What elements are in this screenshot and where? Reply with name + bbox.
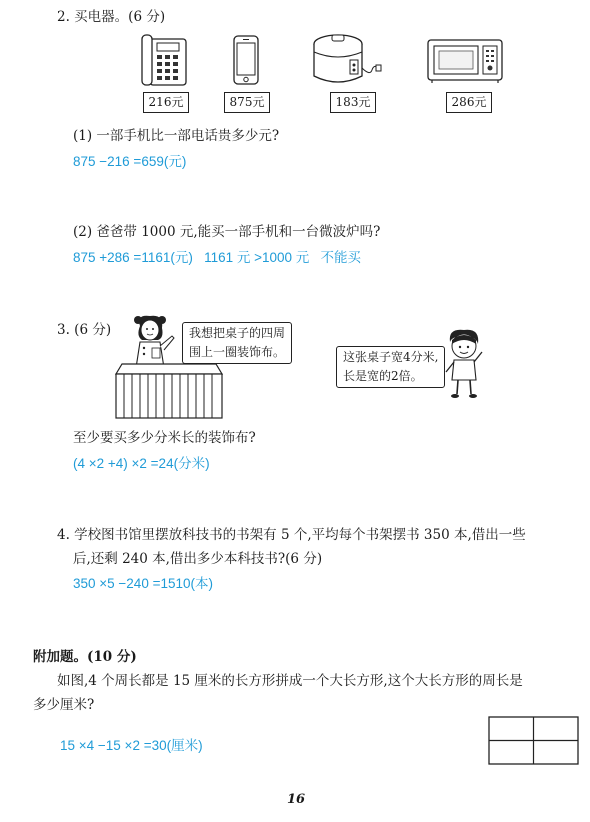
q4-text-line2: 后,还剩 240 本,借出多少本科技书?(6 分) [73,551,323,567]
bubble-right-line2: 长是宽的2倍。 [343,369,423,383]
q3-answer: (4 ×2 +4) ×2 =24(分米) [73,456,210,471]
rice-cooker-icon [310,30,385,88]
price-tag-rice-cooker: 183元 [330,92,376,113]
rectangle-diagram [488,716,580,766]
q3-title: 3. (6 分) [57,322,112,338]
price-tag-mobile-phone: 875元 [224,92,270,113]
q2-sub1-answer: 875 −216 =659(元) [73,154,187,169]
mobile-phone-icon [232,35,262,87]
speech-bubble-left [182,322,292,364]
boy-illustration [440,326,488,402]
q3-question: 至少要买多少分米长的装饰布? [73,430,256,446]
speech-bubble-right [336,346,445,388]
bonus-text-line1: 如图,4 个周长都是 15 厘米的长方形拼成一个大长方形,这个大长方形的周长是 [57,673,523,689]
price-tag-telephone: 216元 [143,92,189,113]
price-tag-microwave: 286元 [446,92,492,113]
bubble-right-line1: 这张桌子宽4分米, [343,350,439,364]
q2-title: 2. 买电器。(6 分) [57,9,166,25]
bubble-left-line1: 我想把桌子的四周 [189,326,286,340]
q2-sub2-question: (2) 爸爸带 1000 元,能买一部手机和一台微波炉吗? [73,224,381,240]
bonus-answer: 15 ×4 −15 ×2 =30(厘米) [60,738,203,753]
q2-sub2-answer: 875 +286 =1161(元) 1161 元 >1000 元 不能买 [73,250,362,265]
bonus-title: 附加题。(10 分) [33,649,137,665]
q4-answer: 350 ×5 −240 =1510(本) [73,576,213,591]
q4-text-line1: 4. 学校图书馆里摆放科技书的书架有 5 个,平均每个书架摆书 350 本,借出一些 [57,527,526,543]
telephone-icon [140,33,190,88]
q2-sub1-question: (1) 一部手机比一部电话贵多少元? [73,128,280,144]
microwave-icon [426,38,506,84]
bubble-left-line2: 围上一圈装饰布。 [189,345,286,359]
table-illustration [114,362,224,420]
bonus-text-line2: 多少厘米? [33,697,95,713]
page-number: 16 [287,792,306,807]
